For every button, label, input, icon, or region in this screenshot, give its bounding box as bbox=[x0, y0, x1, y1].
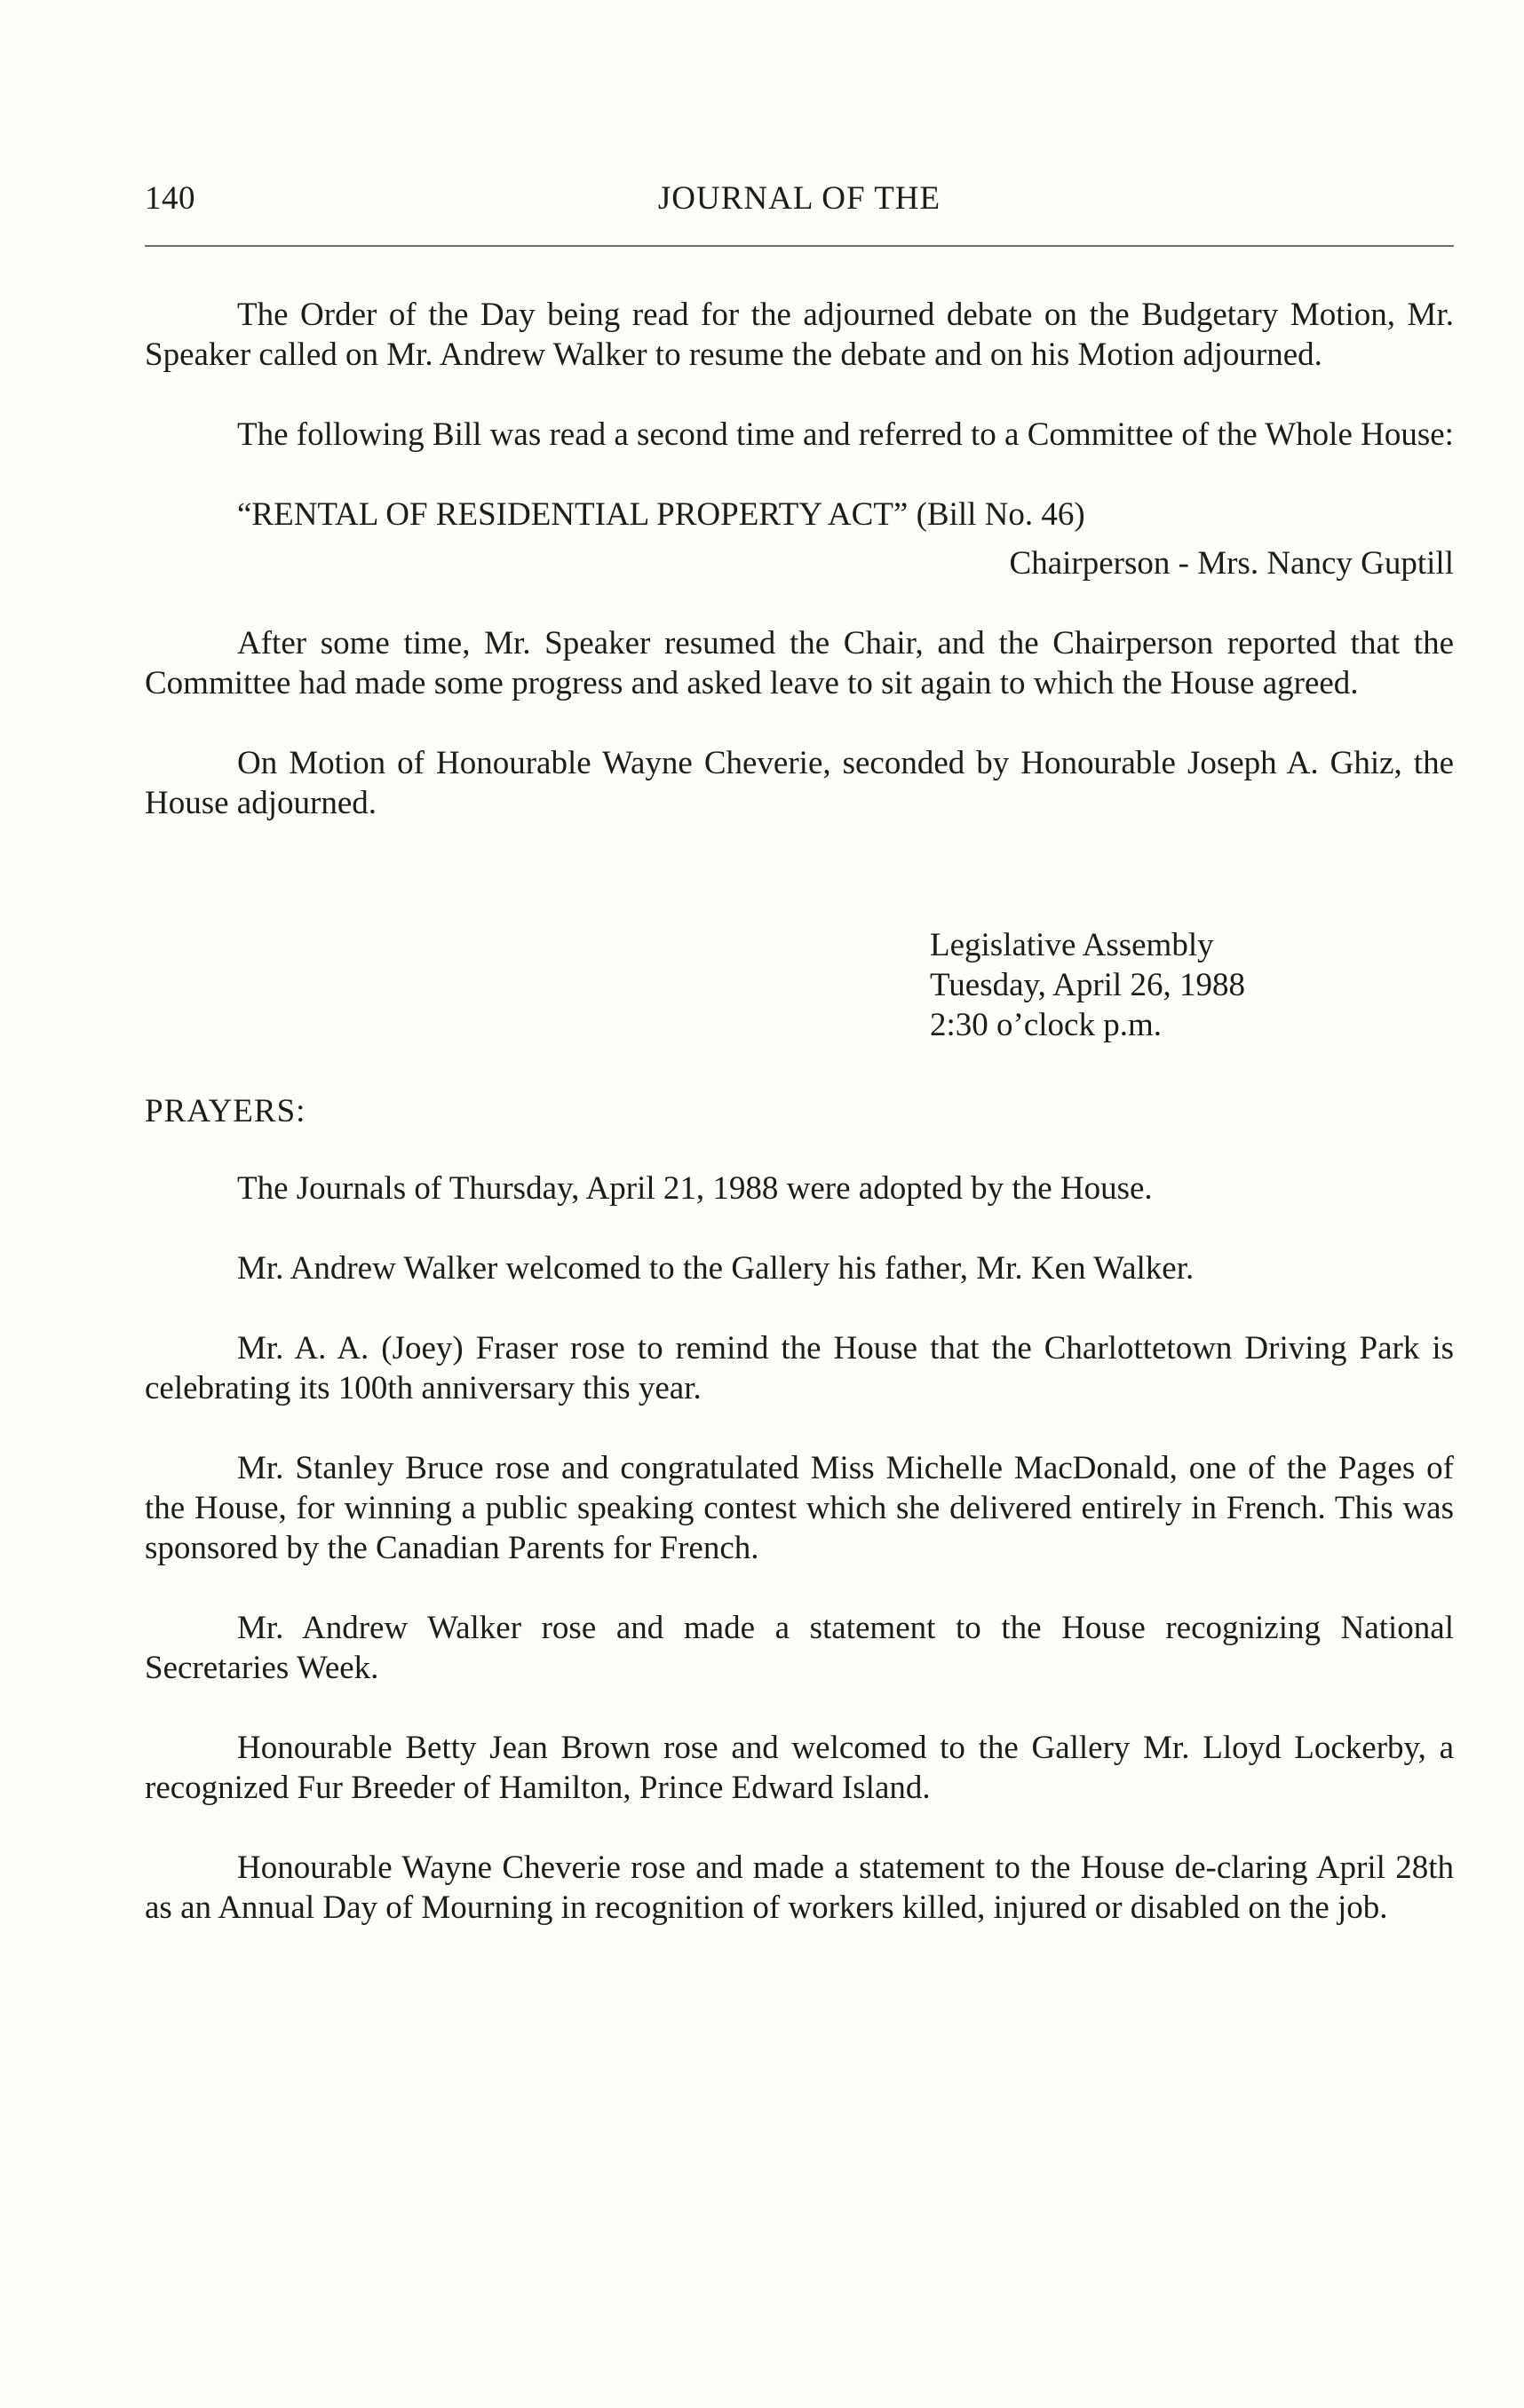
page-number: 140 bbox=[145, 180, 195, 217]
paragraph-day-of-mourning: Honourable Wayne Cheverie rose and made a statement to the House de-claring April 28th as an Annual Day of Mourning in recognition of workers killed, injured or disabled on the job. bbox=[145, 1850, 1454, 1926]
running-head: JOURNAL OF THE bbox=[657, 180, 941, 217]
paragraph-journals-adopted: The Journals of Thursday, April 21, 1988 were adopted by the House. bbox=[237, 1170, 1153, 1207]
dateline-assembly: Legislative Assembly bbox=[930, 927, 1214, 963]
paragraph-adjournment: On Motion of Honourable Wayne Cheverie, seconded by Honourable Joseph A. Ghiz, the House adjourned. bbox=[145, 745, 1454, 821]
paragraph-gallery-welcome-walker: Mr. Andrew Walker welcomed to the Gallery his father, Mr. Ken Walker. bbox=[237, 1250, 1195, 1287]
prayers-heading: PRAYERS: bbox=[145, 1093, 306, 1129]
bill-title: “RENTAL OF RESIDENTIAL PROPERTY ACT” (Bill No. 46) bbox=[237, 496, 1085, 533]
chairperson-line: Chairperson - Mrs. Nancy Guptill bbox=[1009, 545, 1454, 582]
sitting-dateline bbox=[930, 925, 1454, 1045]
paragraph-secretaries-week: Mr. Andrew Walker rose and made a statement to the House recognizing National Secretaries Week. bbox=[145, 1610, 1454, 1686]
paragraph-speaking-contest: Mr. Stanley Bruce rose and congratulated Miss Michelle MacDonald, one of the Pages of the House, for winning a public speaking contest which she delivered entirely in French. This was sponsored by the Canadian Parents for French. bbox=[145, 1450, 1454, 1566]
paragraph-bill-second-reading: The following Bill was read a second time and referred to a Committee of the Whole House: bbox=[237, 416, 1454, 453]
journal-body bbox=[145, 295, 1454, 1968]
dateline-date: Tuesday, April 26, 1988 bbox=[930, 967, 1245, 1003]
paragraph-fur-breeder: Honourable Betty Jean Brown rose and welcomed to the Gallery Mr. Lloyd Lockerby, a recognized Fur Breeder of Hamilton, Prince Edward Island. bbox=[145, 1730, 1454, 1806]
paragraph-committee-report: After some time, Mr. Speaker resumed the Chair, and the Chairperson reported that the Committee had made some progress and asked leave to sit again to which the House agreed. bbox=[145, 625, 1454, 701]
paragraph-budgetary-motion: The Order of the Day being read for the adjourned debate on the Budgetary Motion, Mr. Speaker called on Mr. Andrew Walker to resume the debate and on his Motion adjourned. bbox=[145, 297, 1454, 373]
dateline-time: 2:30 o’clock p.m. bbox=[930, 1007, 1163, 1043]
paragraph-driving-park: Mr. A. A. (Joey) Fraser rose to remind the House that the Charlottetown Driving Park is celebrating its 100th anniversary this year. bbox=[145, 1330, 1454, 1406]
page-header bbox=[145, 174, 1454, 224]
header-rule bbox=[145, 245, 1454, 247]
